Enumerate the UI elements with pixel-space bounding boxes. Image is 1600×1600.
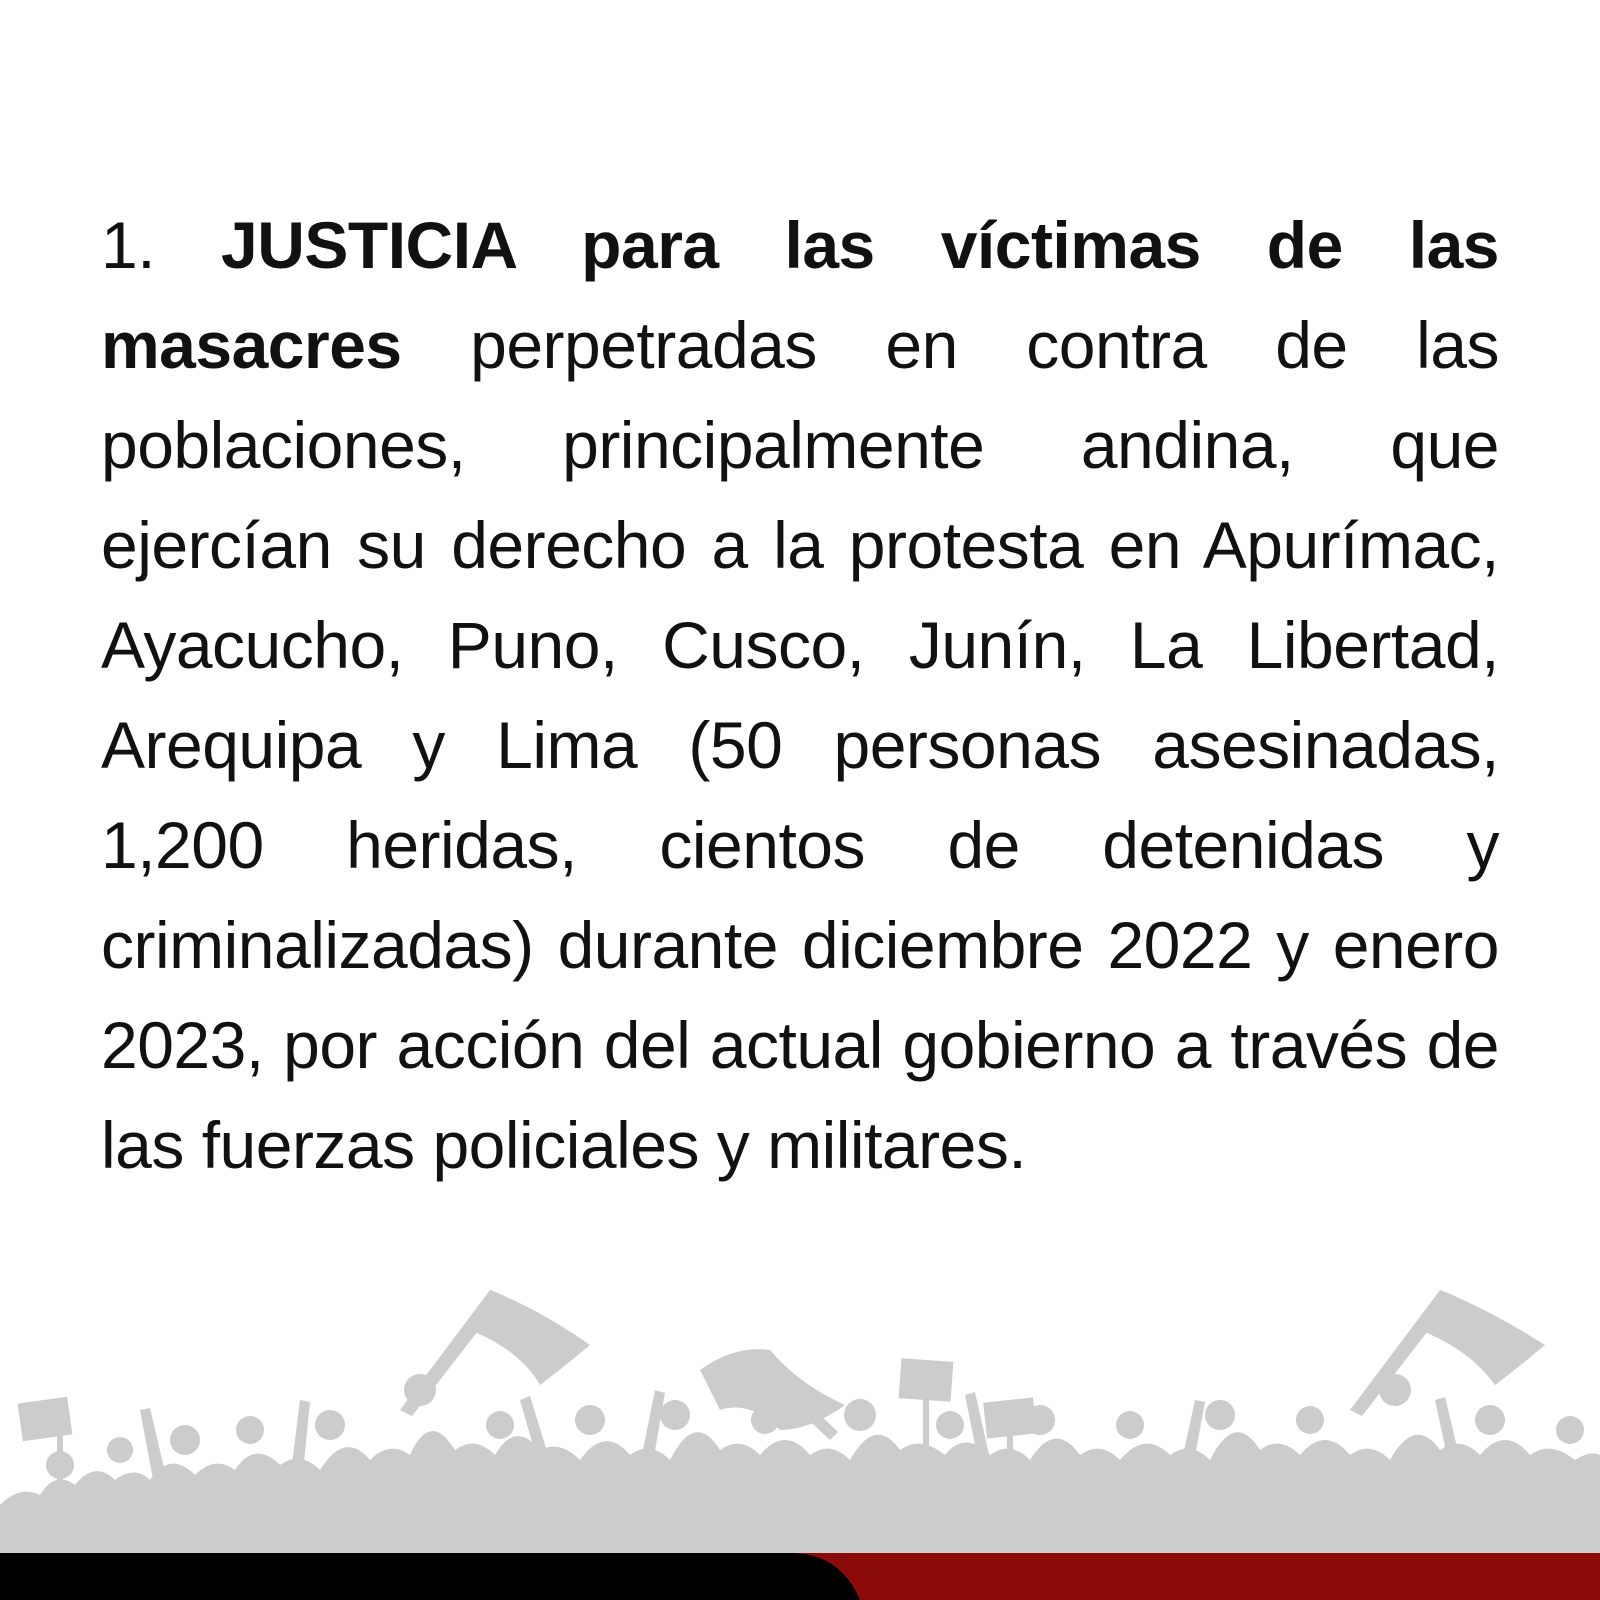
- footer-black-stripe: [0, 1553, 860, 1600]
- protest-crowd-silhouette-icon: [0, 1290, 1600, 1560]
- bold-lead: JUSTICIA para las víctimas de las masacres: [101, 208, 1499, 382]
- demand-paragraph: [101, 195, 1499, 1195]
- paragraph-body: perpetradas en contra de las poblaciones, principalmente andina, que ejercían su derecho a la protesta en Apurímac, Ayacucho, Puno, Cusco, Junín, La Libertad, Arequipa y Lima (50 personas asesinadas, 1,200 heridas, cientos de detenidas y criminalizadas) durante diciembre 2022 y enero 2023, por acción del actual gobierno a través de las fuerzas policiales y militares.: [101, 308, 1499, 1182]
- item-number: 1.: [101, 208, 156, 282]
- footer-band: [0, 1553, 1600, 1600]
